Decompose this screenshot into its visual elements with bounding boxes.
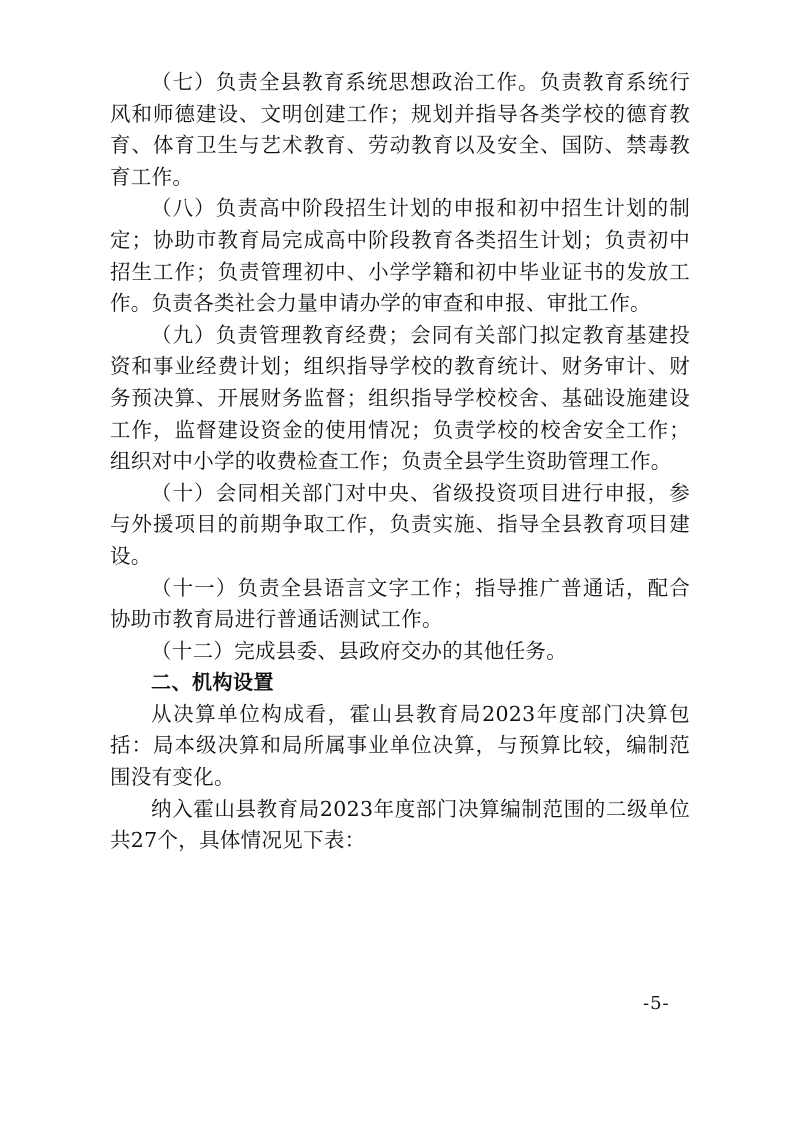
paragraph-item-11: （十一）负责全县语言文字工作；指导推广普通话，配合协助市教育局进行普通话测试工作。 bbox=[110, 575, 690, 632]
paragraph-item-12: （十二）完成县委、县政府交办的其他任务。 bbox=[151, 638, 567, 663]
page-content bbox=[110, 67, 690, 857]
paragraph-item-9: （九）负责管理教育经费；会同有关部门拟定教育基建投资和事业经费计划；组织指导学校的教育统计、财务审计、财务预决算、开展财务监督；组织指导学校校舍、基础设施建设工作，监督建设资金的使用情况；负责学校的校舍安全工作；组织对中小学的收费检查工作；负责全县学生资助管理工作。 bbox=[110, 322, 690, 474]
paragraph-secondary-units: 纳入霍山县教育局2023年度部门决算编制范围的二级单位共27个，具体情况见下表： bbox=[110, 796, 690, 853]
section-heading-organization: 二、机构设置 bbox=[151, 670, 274, 695]
paragraph-item-8: （八）负责高中阶段招生计划的申报和初中招生计划的制定；协助市教育局完成高中阶段教育各类招生计划；负责初中招生工作；负责管理初中、小学学籍和初中毕业证书的发放工作。负责各类社会力量申请办学的审查和申报、审批工作。 bbox=[110, 196, 690, 316]
paragraph-item-10: （十）会同相关部门对中央、省级投资项目进行申报，参与外援项目的前期争取工作，负责实施、指导全县教育项目建设。 bbox=[110, 480, 690, 568]
paragraph-budget-composition: 从决算单位构成看，霍山县教育局2023年度部门决算包括：局本级决算和局所属事业单位决算，与预算比较，编制范围没有变化。 bbox=[110, 701, 690, 790]
paragraph-item-7: （七）负责全县教育系统思想政治工作。负责教育系统行风和师德建设、文明创建工作；规划并指导各类学校的德育教育、体育卫生与艺术教育、劳动教育以及安全、国防、禁毒教育工作。 bbox=[110, 70, 690, 189]
page-number: -5- bbox=[643, 993, 670, 1014]
